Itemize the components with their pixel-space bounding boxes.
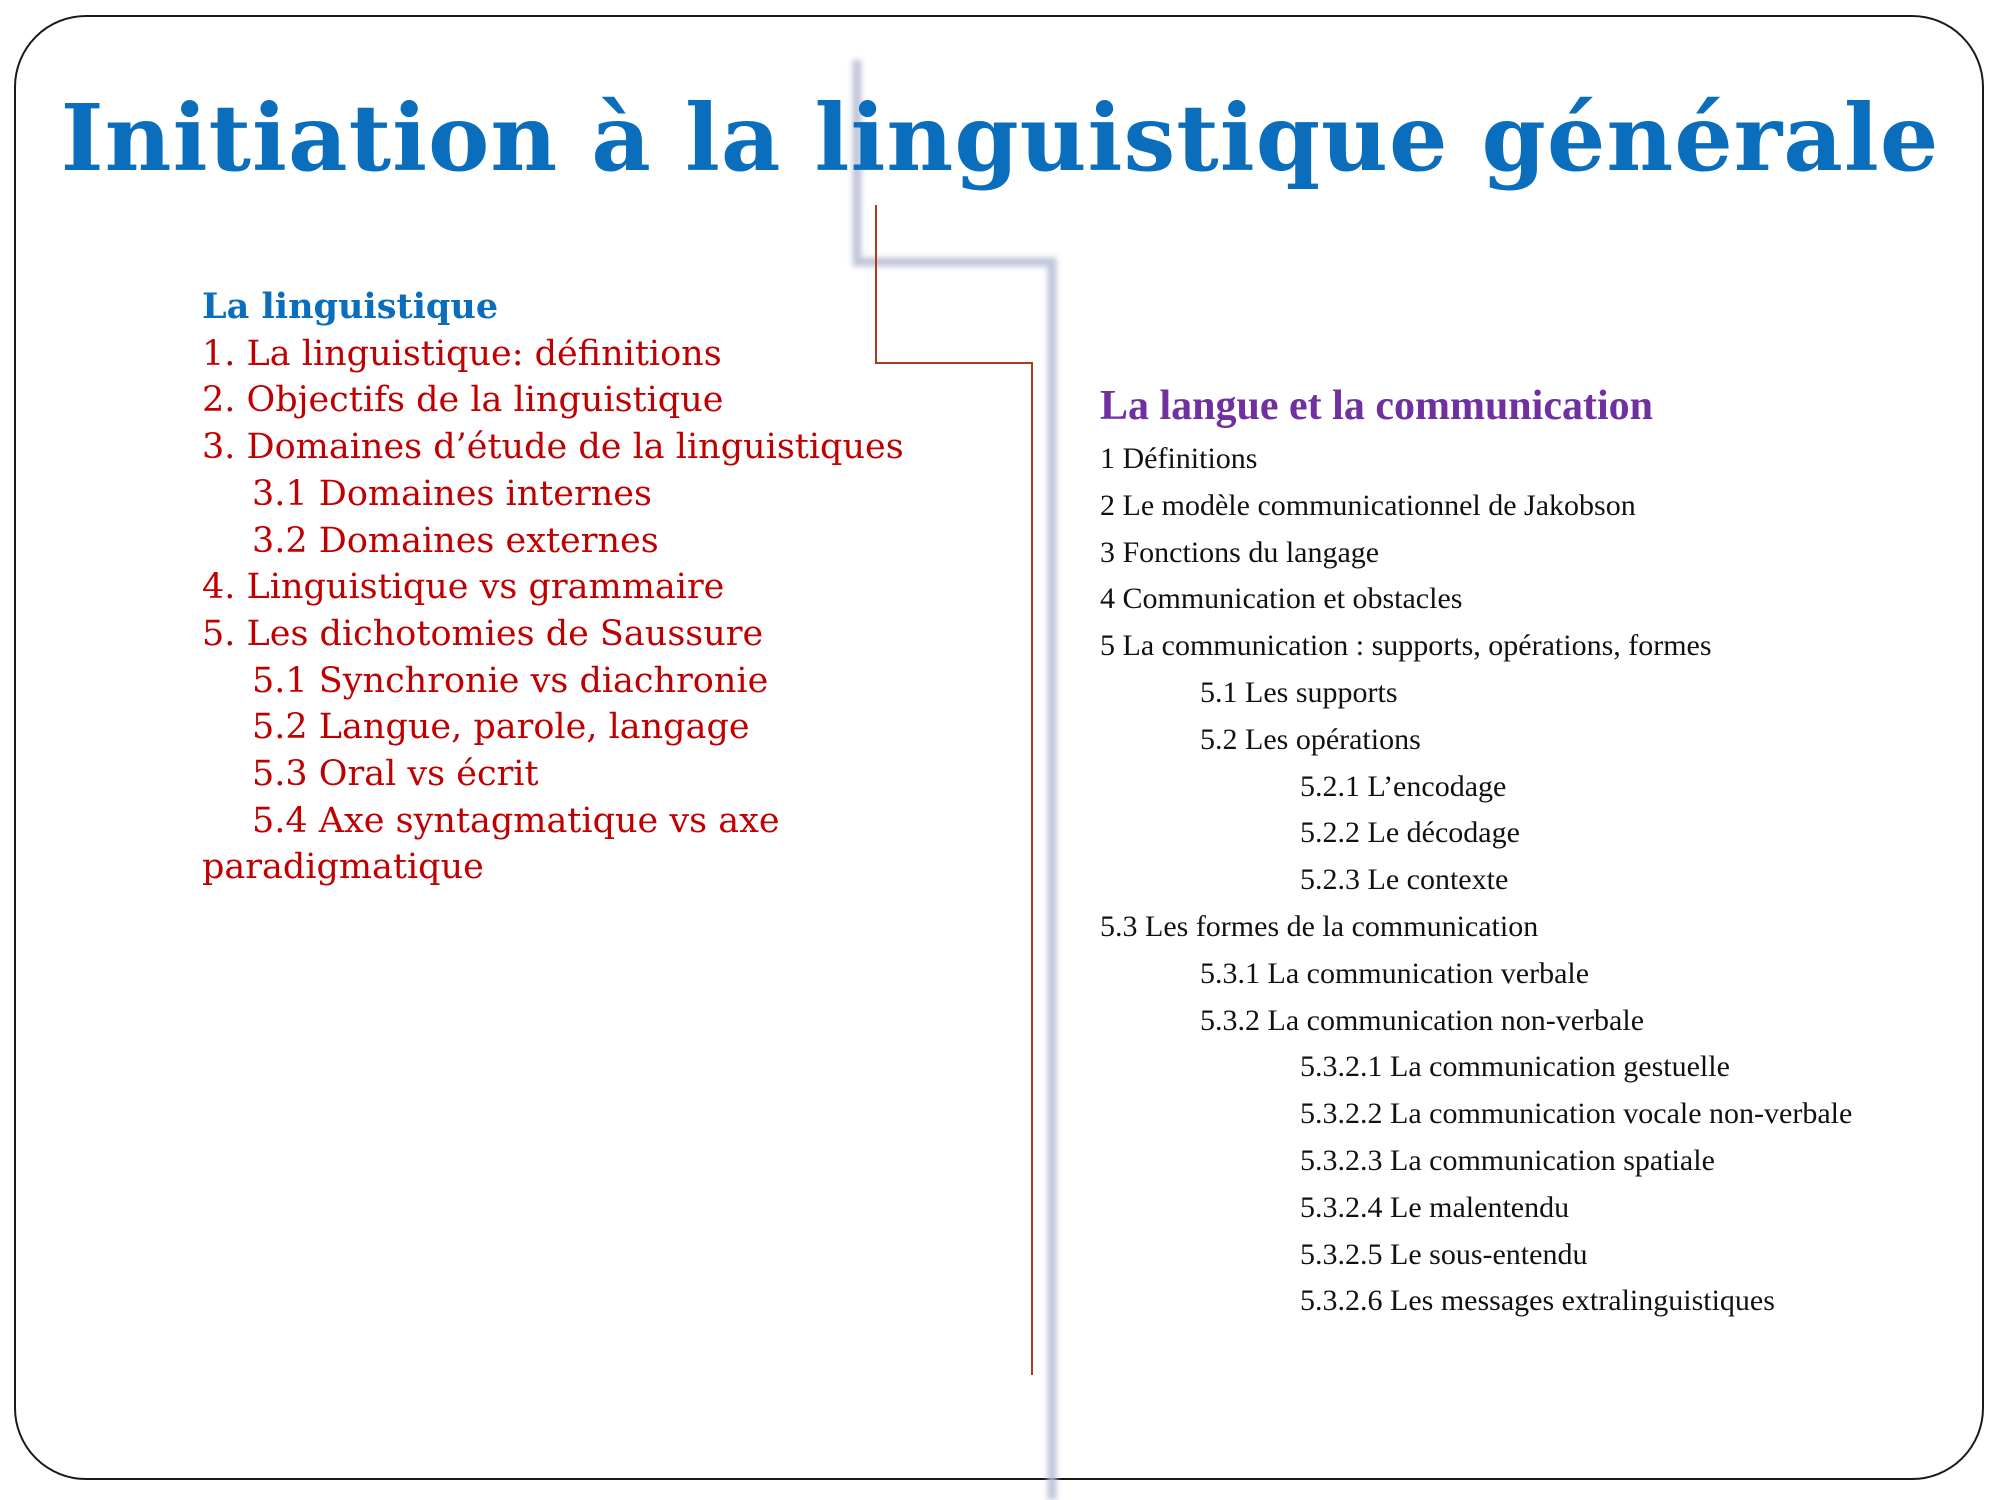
left-outline	[202, 284, 1022, 891]
left-item: 4. Linguistique vs grammaire	[202, 567, 725, 608]
right-item: 2 Le modèle communicationnel de Jakobson	[1100, 488, 1636, 522]
left-item: 5. Les dichotomies de Saussure	[202, 613, 764, 654]
right-item: 5 La communication : supports, opérations, formes	[1100, 629, 1712, 663]
left-item: 3. Domaines d’étude de la linguistiques	[202, 427, 904, 468]
left-subitem: 5.1 Synchronie vs diachronie	[252, 660, 769, 701]
right-subsubitem: 5.2.3 Le contexte	[1300, 863, 1509, 897]
right-subsubitem: 5.2.1 L’encodage	[1300, 769, 1507, 803]
left-subitem: 3.1 Domaines internes	[252, 473, 652, 514]
right-subsubitem: 5.3.2.2 La communication vocale non-verbale	[1300, 1097, 1853, 1131]
right-item: 1 Définitions	[1100, 442, 1258, 475]
right-subsubitem: 5.2.2 Le décodage	[1300, 816, 1520, 850]
right-outline	[1100, 376, 1980, 1325]
left-subitem: 3.2 Domaines externes	[252, 520, 659, 561]
left-subitem: 5.2 Langue, parole, langage	[252, 707, 750, 748]
right-subsubitem: 5.3.2.6 Les messages extralinguistiques	[1300, 1284, 1775, 1318]
right-outline-list	[1100, 436, 1980, 1325]
right-outline-heading: La langue et la communication	[1100, 383, 1653, 429]
right-item: 5.3 Les formes de la communication	[1100, 909, 1539, 943]
left-subitem: 5.4 Axe syntagmatique vs axe paradigmatique	[202, 800, 780, 888]
right-subsubitem: 5.3.2.3 La communication spatiale	[1300, 1143, 1715, 1177]
right-subsubitem: 5.3.2.5 Le sous-entendu	[1300, 1237, 1588, 1271]
right-item: 3 Fonctions du langage	[1100, 535, 1380, 569]
right-subsubitem: 5.3.2.4 Le malentendu	[1300, 1190, 1570, 1224]
right-subitem: 5.1 Les supports	[1200, 675, 1398, 709]
right-item: 4 Communication et obstacles	[1100, 582, 1463, 616]
left-item: 1. La linguistique: définitions	[202, 333, 722, 374]
left-outline-heading: La linguistique	[202, 286, 499, 327]
right-subitem: 5.2 Les opérations	[1200, 722, 1421, 756]
left-item: 2. Objectifs de la linguistique	[202, 380, 724, 421]
left-subitem: 5.3 Oral vs écrit	[252, 754, 539, 795]
right-subsubitem: 5.3.2.1 La communication gestuelle	[1300, 1050, 1730, 1084]
left-outline-list	[202, 331, 1022, 891]
right-subitem: 5.3.2 La communication non-verbale	[1200, 1003, 1645, 1037]
right-subitem: 5.3.1 La communication verbale	[1200, 956, 1590, 990]
page-title: Initiation à la linguistique générale	[60, 84, 1940, 192]
